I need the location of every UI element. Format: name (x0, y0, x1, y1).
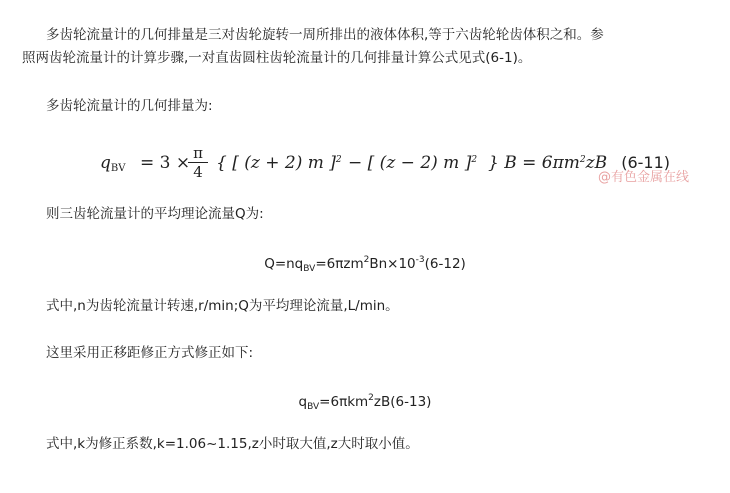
equation-result: } $B = 6\pi m^2zB$ (488, 153, 608, 173)
equation-lhs: $q_{BV}$ (100, 153, 126, 174)
equation-6-12: $Q=nq_{BV}=6\pi zm^2Bn\times 10^{-3}(6-12)$ (264, 255, 466, 274)
equation-equals-three: = 3 × (140, 153, 191, 173)
paragraph-3: 则三齿轮流量计的平均理论流量Q为: (46, 206, 264, 222)
paragraph-5: 这里采用正移距修正方式修正如下: (46, 345, 254, 361)
paragraph-4: 式中,n为齿轮流量计转速,r/min;Q为平均理论流量,L/min。 (46, 298, 399, 314)
watermark: @有色金属在线 (598, 170, 690, 185)
paragraph-2: 多齿轮流量计的几何排量为: (46, 98, 213, 114)
equation-6-13: $q_{BV}=6\pi km^2zB(6-13)$ (298, 393, 432, 412)
equation-term-2: − [ (z − 2) m ]$^2$ (348, 153, 478, 173)
equation-number-6-11: (6-11) (621, 153, 670, 172)
pi-over-four-fraction: $\frac{\pi}{4}$ (188, 144, 208, 181)
paragraph-6: 式中,k为修正系数,k=1.06~1.15,z小时取大值,z大时取小值。 (46, 436, 419, 452)
paragraph-1-line-1: 多齿轮流量计的几何排量是三对齿轮旋转一周所排出的液体体积,等于六齿轮轮齿体积之和。参 (46, 27, 604, 43)
paragraph-1-line-2: 照两齿轮流量计的计算步骤,一对直齿圆柱齿轮流量计的几何排量计算公式见式(6-1)。 (22, 50, 532, 66)
equation-term-1: { [ (z + 2) m ]$^2$ (216, 153, 342, 173)
